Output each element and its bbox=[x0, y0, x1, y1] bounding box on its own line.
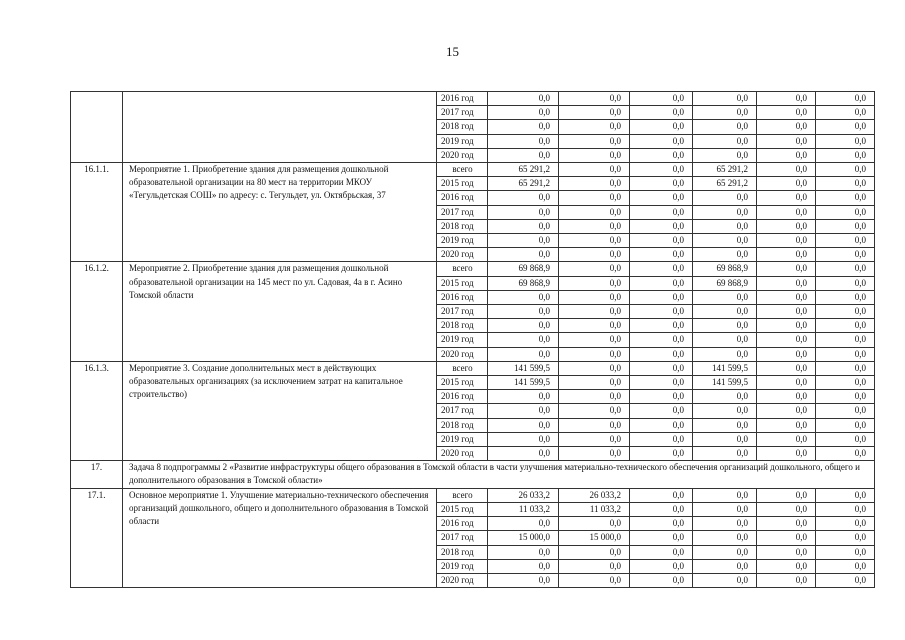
value-cell: 65 291,2 bbox=[488, 177, 559, 191]
value-cell: 15 000,0 bbox=[559, 531, 630, 545]
value-cell: 0,0 bbox=[559, 404, 630, 418]
table-row bbox=[71, 92, 875, 106]
value-cell: 0,0 bbox=[816, 276, 875, 290]
value-cell: 26 033,2 bbox=[559, 488, 630, 502]
value-cell: 65 291,2 bbox=[693, 163, 757, 177]
value-cell: 0,0 bbox=[488, 418, 559, 432]
value-cell: 0,0 bbox=[693, 219, 757, 233]
value-cell: 0,0 bbox=[816, 163, 875, 177]
value-cell: 0,0 bbox=[693, 418, 757, 432]
value-cell: 0,0 bbox=[488, 390, 559, 404]
value-cell: 0,0 bbox=[816, 262, 875, 276]
value-cell: 0,0 bbox=[757, 545, 816, 559]
year-cell: 2017 год bbox=[437, 404, 488, 418]
value-cell: 0,0 bbox=[693, 447, 757, 461]
value-cell: 0,0 bbox=[630, 234, 693, 248]
value-cell: 0,0 bbox=[757, 432, 816, 446]
value-cell: 0,0 bbox=[757, 517, 816, 531]
year-cell: всего bbox=[437, 361, 488, 375]
value-cell: 0,0 bbox=[488, 219, 559, 233]
year-cell: 2017 год bbox=[437, 531, 488, 545]
value-cell: 0,0 bbox=[488, 347, 559, 361]
value-cell: 0,0 bbox=[559, 92, 630, 106]
value-cell: 0,0 bbox=[693, 134, 757, 148]
value-cell: 0,0 bbox=[630, 447, 693, 461]
table-row bbox=[71, 361, 875, 375]
value-cell: 0,0 bbox=[757, 205, 816, 219]
value-cell: 0,0 bbox=[693, 148, 757, 162]
value-cell: 69 868,9 bbox=[693, 262, 757, 276]
value-cell: 69 868,9 bbox=[488, 262, 559, 276]
year-cell: 2015 год bbox=[437, 177, 488, 191]
value-cell: 0,0 bbox=[630, 361, 693, 375]
task-text: Задача 8 подпрограммы 2 «Развитие инфраструктуры общего образования в Томской области в части улучшения материально-технического обеспечения организаций дошкольного, общего и дополнительного образования в Томской области» bbox=[123, 461, 875, 488]
item-number: 16.1.2. bbox=[71, 262, 123, 361]
year-cell: 2020 год bbox=[437, 347, 488, 361]
value-cell: 0,0 bbox=[693, 290, 757, 304]
value-cell: 0,0 bbox=[630, 502, 693, 516]
value-cell: 0,0 bbox=[559, 290, 630, 304]
value-cell: 0,0 bbox=[693, 191, 757, 205]
value-cell: 0,0 bbox=[757, 447, 816, 461]
value-cell: 0,0 bbox=[816, 573, 875, 587]
value-cell: 0,0 bbox=[488, 290, 559, 304]
value-cell: 0,0 bbox=[559, 361, 630, 375]
item-number bbox=[71, 92, 123, 163]
value-cell: 0,0 bbox=[630, 191, 693, 205]
value-cell: 141 599,5 bbox=[488, 376, 559, 390]
value-cell: 0,0 bbox=[816, 305, 875, 319]
value-cell: 141 599,5 bbox=[693, 376, 757, 390]
value-cell: 0,0 bbox=[488, 404, 559, 418]
value-cell: 0,0 bbox=[559, 248, 630, 262]
value-cell: 0,0 bbox=[816, 234, 875, 248]
value-cell: 0,0 bbox=[693, 432, 757, 446]
value-cell: 0,0 bbox=[757, 92, 816, 106]
value-cell: 0,0 bbox=[630, 177, 693, 191]
value-cell: 0,0 bbox=[559, 191, 630, 205]
value-cell: 0,0 bbox=[757, 404, 816, 418]
value-cell: 65 291,2 bbox=[693, 177, 757, 191]
value-cell: 0,0 bbox=[693, 545, 757, 559]
value-cell: 0,0 bbox=[816, 361, 875, 375]
value-cell: 0,0 bbox=[559, 390, 630, 404]
value-cell: 0,0 bbox=[757, 276, 816, 290]
value-cell: 15 000,0 bbox=[488, 531, 559, 545]
value-cell: 0,0 bbox=[488, 148, 559, 162]
year-cell: всего bbox=[437, 488, 488, 502]
year-cell: 2016 год bbox=[437, 390, 488, 404]
value-cell: 0,0 bbox=[816, 191, 875, 205]
value-cell: 0,0 bbox=[630, 290, 693, 304]
value-cell: 0,0 bbox=[559, 276, 630, 290]
value-cell: 69 868,9 bbox=[488, 276, 559, 290]
value-cell: 0,0 bbox=[559, 305, 630, 319]
value-cell: 0,0 bbox=[816, 376, 875, 390]
value-cell: 0,0 bbox=[693, 120, 757, 134]
page-number: 15 bbox=[446, 44, 459, 59]
value-cell: 0,0 bbox=[816, 148, 875, 162]
value-cell: 0,0 bbox=[816, 517, 875, 531]
value-cell: 0,0 bbox=[757, 262, 816, 276]
task-number: 17. bbox=[71, 461, 123, 488]
value-cell: 0,0 bbox=[693, 573, 757, 587]
year-cell: 2015 год bbox=[437, 276, 488, 290]
value-cell: 0,0 bbox=[757, 418, 816, 432]
year-cell: 2019 год bbox=[437, 559, 488, 573]
value-cell: 0,0 bbox=[757, 290, 816, 304]
value-cell: 0,0 bbox=[488, 545, 559, 559]
value-cell: 0,0 bbox=[630, 319, 693, 333]
year-cell: 2016 год bbox=[437, 290, 488, 304]
value-cell: 0,0 bbox=[816, 177, 875, 191]
value-cell: 0,0 bbox=[630, 248, 693, 262]
value-cell: 0,0 bbox=[757, 573, 816, 587]
value-cell: 0,0 bbox=[630, 333, 693, 347]
year-cell: 2019 год bbox=[437, 432, 488, 446]
value-cell: 65 291,2 bbox=[488, 163, 559, 177]
value-cell: 0,0 bbox=[630, 163, 693, 177]
value-cell: 0,0 bbox=[488, 205, 559, 219]
value-cell: 0,0 bbox=[559, 447, 630, 461]
value-cell: 0,0 bbox=[630, 276, 693, 290]
value-cell: 0,0 bbox=[488, 333, 559, 347]
value-cell: 0,0 bbox=[816, 404, 875, 418]
year-cell: 2019 год bbox=[437, 234, 488, 248]
value-cell: 0,0 bbox=[630, 573, 693, 587]
value-cell: 0,0 bbox=[693, 106, 757, 120]
value-cell: 0,0 bbox=[488, 432, 559, 446]
value-cell: 0,0 bbox=[559, 376, 630, 390]
value-cell: 0,0 bbox=[693, 319, 757, 333]
value-cell: 0,0 bbox=[757, 376, 816, 390]
value-cell: 0,0 bbox=[757, 502, 816, 516]
value-cell: 0,0 bbox=[757, 120, 816, 134]
value-cell: 11 033,2 bbox=[488, 502, 559, 516]
year-cell: 2019 год bbox=[437, 134, 488, 148]
year-cell: 2016 год bbox=[437, 517, 488, 531]
value-cell: 0,0 bbox=[693, 531, 757, 545]
year-cell: 2016 год bbox=[437, 191, 488, 205]
value-cell: 0,0 bbox=[630, 517, 693, 531]
value-cell: 0,0 bbox=[488, 134, 559, 148]
table-row bbox=[71, 488, 875, 502]
value-cell: 0,0 bbox=[757, 148, 816, 162]
item-description: Мероприятие 3. Создание дополнительных мест в действующих образовательных организациях (за исключением затрат на капитальное строительство) bbox=[123, 361, 437, 460]
value-cell: 0,0 bbox=[816, 447, 875, 461]
year-cell: 2018 год bbox=[437, 319, 488, 333]
value-cell: 0,0 bbox=[757, 248, 816, 262]
value-cell: 0,0 bbox=[630, 92, 693, 106]
value-cell: 0,0 bbox=[757, 531, 816, 545]
value-cell: 141 599,5 bbox=[488, 361, 559, 375]
value-cell: 0,0 bbox=[559, 163, 630, 177]
year-cell: 2017 год bbox=[437, 305, 488, 319]
value-cell: 0,0 bbox=[816, 333, 875, 347]
value-cell: 0,0 bbox=[630, 376, 693, 390]
value-cell: 0,0 bbox=[816, 559, 875, 573]
year-cell: 2020 год bbox=[437, 248, 488, 262]
value-cell: 0,0 bbox=[757, 163, 816, 177]
value-cell: 0,0 bbox=[757, 559, 816, 573]
value-cell: 0,0 bbox=[630, 205, 693, 219]
value-cell: 0,0 bbox=[816, 531, 875, 545]
year-cell: 2016 год bbox=[437, 92, 488, 106]
value-cell: 0,0 bbox=[757, 234, 816, 248]
value-cell: 0,0 bbox=[630, 262, 693, 276]
value-cell: 0,0 bbox=[816, 134, 875, 148]
value-cell: 0,0 bbox=[816, 502, 875, 516]
value-cell: 0,0 bbox=[488, 234, 559, 248]
value-cell: 0,0 bbox=[630, 559, 693, 573]
year-cell: 2018 год bbox=[437, 418, 488, 432]
value-cell: 0,0 bbox=[757, 390, 816, 404]
value-cell: 0,0 bbox=[816, 219, 875, 233]
value-cell: 0,0 bbox=[630, 347, 693, 361]
year-cell: 2020 год bbox=[437, 573, 488, 587]
value-cell: 0,0 bbox=[559, 432, 630, 446]
value-cell: 0,0 bbox=[559, 205, 630, 219]
table-row bbox=[71, 262, 875, 276]
value-cell: 0,0 bbox=[559, 148, 630, 162]
item-description: Основное мероприятие 1. Улучшение материально-технического обеспечения организаций дошкольного, общего и дополнительного образования в Томской области bbox=[123, 488, 437, 587]
value-cell: 0,0 bbox=[816, 92, 875, 106]
value-cell: 0,0 bbox=[630, 219, 693, 233]
value-cell: 0,0 bbox=[693, 404, 757, 418]
item-number: 17.1. bbox=[71, 488, 123, 587]
value-cell: 26 033,2 bbox=[488, 488, 559, 502]
value-cell: 0,0 bbox=[816, 390, 875, 404]
value-cell: 0,0 bbox=[757, 333, 816, 347]
value-cell: 0,0 bbox=[693, 559, 757, 573]
value-cell: 0,0 bbox=[630, 488, 693, 502]
value-cell: 11 033,2 bbox=[559, 502, 630, 516]
year-cell: 2015 год bbox=[437, 376, 488, 390]
value-cell: 0,0 bbox=[559, 262, 630, 276]
year-cell: 2020 год bbox=[437, 447, 488, 461]
value-cell: 0,0 bbox=[630, 305, 693, 319]
year-cell: 2018 год bbox=[437, 219, 488, 233]
value-cell: 0,0 bbox=[559, 333, 630, 347]
value-cell: 0,0 bbox=[488, 447, 559, 461]
value-cell: 0,0 bbox=[488, 517, 559, 531]
value-cell: 0,0 bbox=[630, 432, 693, 446]
value-cell: 0,0 bbox=[757, 134, 816, 148]
value-cell: 0,0 bbox=[559, 545, 630, 559]
value-cell: 0,0 bbox=[693, 502, 757, 516]
value-cell: 0,0 bbox=[693, 234, 757, 248]
value-cell: 0,0 bbox=[488, 319, 559, 333]
value-cell: 0,0 bbox=[816, 418, 875, 432]
item-description bbox=[123, 92, 437, 163]
value-cell: 0,0 bbox=[693, 92, 757, 106]
value-cell: 0,0 bbox=[816, 106, 875, 120]
value-cell: 0,0 bbox=[816, 347, 875, 361]
value-cell: 0,0 bbox=[693, 205, 757, 219]
value-cell: 0,0 bbox=[816, 488, 875, 502]
value-cell: 0,0 bbox=[757, 347, 816, 361]
value-cell: 0,0 bbox=[559, 517, 630, 531]
value-cell: 0,0 bbox=[630, 134, 693, 148]
value-cell: 0,0 bbox=[757, 305, 816, 319]
value-cell: 0,0 bbox=[488, 92, 559, 106]
value-cell: 0,0 bbox=[559, 177, 630, 191]
item-number: 16.1.1. bbox=[71, 163, 123, 262]
value-cell: 0,0 bbox=[816, 545, 875, 559]
value-cell: 0,0 bbox=[757, 361, 816, 375]
value-cell: 0,0 bbox=[757, 177, 816, 191]
value-cell: 0,0 bbox=[816, 319, 875, 333]
value-cell: 0,0 bbox=[816, 205, 875, 219]
value-cell: 0,0 bbox=[559, 106, 630, 120]
value-cell: 0,0 bbox=[559, 319, 630, 333]
task-row bbox=[71, 461, 875, 488]
value-cell: 0,0 bbox=[757, 488, 816, 502]
value-cell: 0,0 bbox=[630, 531, 693, 545]
value-cell: 0,0 bbox=[757, 106, 816, 120]
value-cell: 0,0 bbox=[693, 347, 757, 361]
value-cell: 0,0 bbox=[630, 148, 693, 162]
value-cell: 0,0 bbox=[757, 191, 816, 205]
value-cell: 0,0 bbox=[559, 573, 630, 587]
value-cell: 0,0 bbox=[693, 305, 757, 319]
value-cell: 0,0 bbox=[630, 106, 693, 120]
year-cell: 2018 год bbox=[437, 120, 488, 134]
value-cell: 0,0 bbox=[559, 234, 630, 248]
value-cell: 0,0 bbox=[757, 219, 816, 233]
value-cell: 0,0 bbox=[693, 488, 757, 502]
item-description: Мероприятие 2. Приобретение здания для размещения дошкольной образовательной организации на 145 мест по ул. Садовая, 4а в г. Асино Томской области bbox=[123, 262, 437, 361]
value-cell: 0,0 bbox=[559, 347, 630, 361]
value-cell: 0,0 bbox=[559, 219, 630, 233]
value-cell: 0,0 bbox=[816, 432, 875, 446]
value-cell: 0,0 bbox=[630, 390, 693, 404]
value-cell: 0,0 bbox=[488, 559, 559, 573]
year-cell: 2020 год bbox=[437, 148, 488, 162]
value-cell: 0,0 bbox=[816, 120, 875, 134]
value-cell: 0,0 bbox=[630, 120, 693, 134]
value-cell: 0,0 bbox=[559, 120, 630, 134]
value-cell: 0,0 bbox=[757, 319, 816, 333]
table-row bbox=[71, 163, 875, 177]
value-cell: 0,0 bbox=[630, 404, 693, 418]
value-cell: 0,0 bbox=[559, 559, 630, 573]
value-cell: 141 599,5 bbox=[693, 361, 757, 375]
value-cell: 0,0 bbox=[488, 248, 559, 262]
value-cell: 0,0 bbox=[693, 390, 757, 404]
year-cell: 2017 год bbox=[437, 205, 488, 219]
value-cell: 0,0 bbox=[816, 248, 875, 262]
value-cell: 0,0 bbox=[816, 290, 875, 304]
year-cell: всего bbox=[437, 262, 488, 276]
year-cell: 2015 год bbox=[437, 502, 488, 516]
value-cell: 0,0 bbox=[630, 418, 693, 432]
year-cell: 2017 год bbox=[437, 106, 488, 120]
year-cell: 2019 год bbox=[437, 333, 488, 347]
value-cell: 0,0 bbox=[630, 545, 693, 559]
value-cell: 0,0 bbox=[559, 418, 630, 432]
value-cell: 0,0 bbox=[693, 333, 757, 347]
budget-table bbox=[70, 91, 875, 588]
value-cell: 0,0 bbox=[488, 305, 559, 319]
year-cell: 2018 год bbox=[437, 545, 488, 559]
value-cell: 0,0 bbox=[488, 573, 559, 587]
value-cell: 0,0 bbox=[488, 106, 559, 120]
item-description: Мероприятие 1. Приобретение здания для размещения дошкольной образовательной организации на 80 мест на территории МКОУ «Тегульдетская СОШ» по адресу: с. Тегульдет, ул. Октябрьская, 37 bbox=[123, 163, 437, 262]
year-cell: всего bbox=[437, 163, 488, 177]
value-cell: 0,0 bbox=[693, 248, 757, 262]
value-cell: 0,0 bbox=[693, 517, 757, 531]
value-cell: 0,0 bbox=[488, 120, 559, 134]
value-cell: 69 868,9 bbox=[693, 276, 757, 290]
item-number: 16.1.3. bbox=[71, 361, 123, 460]
value-cell: 0,0 bbox=[559, 134, 630, 148]
value-cell: 0,0 bbox=[488, 191, 559, 205]
